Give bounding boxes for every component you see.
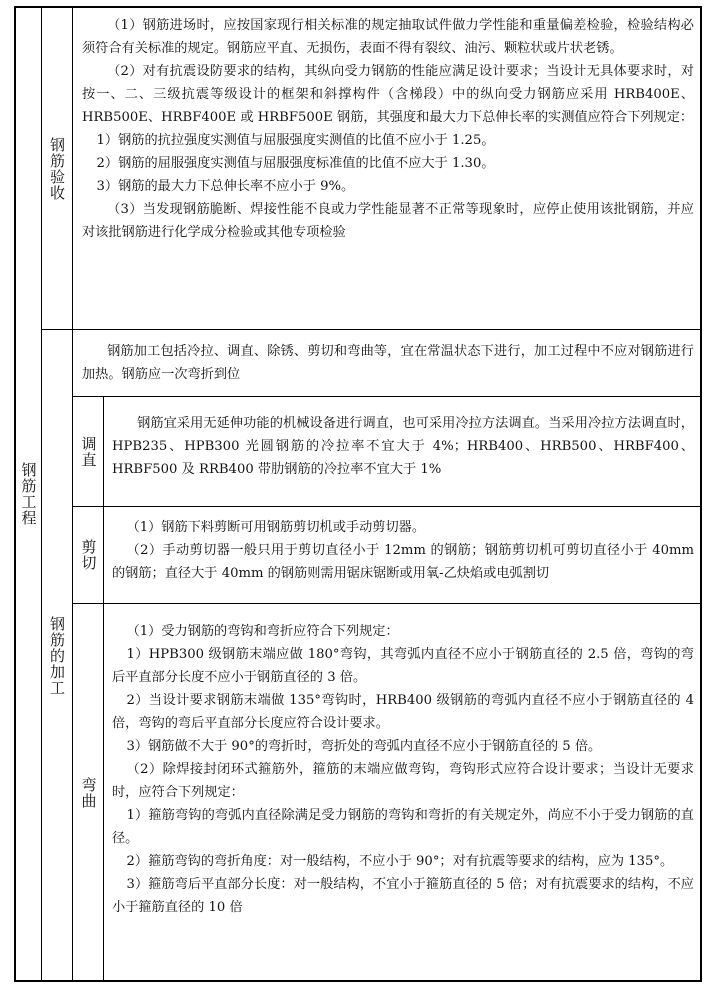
sub-col-divider	[103, 397, 104, 982]
acceptance-para-3: （3）当发现钢筋脆断、焊接性能不良或力学性能显著不正常等现象时，应停止使用该批钢筋，并应对该批钢筋进行化学成分检验或其他专项检验	[82, 202, 694, 240]
straighten-text: 钢筋宜采用无延伸功能的机械设备进行调直，也可采用冷拉方法调直。当采用冷拉方法调直时，HPB235、HPB300 光圆钢筋的冷拉率不宜大于 4%；HRB400、HRB500、HRBF400、HRBF500 及 RRB400 带肋钢筋的冷拉率不宜大于 1%	[112, 416, 694, 477]
cut-label	[74, 507, 103, 603]
acceptance-item-2: 2）钢筋的屈服强度实测值与屈服强度标准值的比值不应大于 1.30。	[96, 156, 495, 171]
acceptance-item-3: 3）钢筋的最大力下总伸长率不应小于 9%。	[96, 179, 355, 194]
straighten-label-text: 调直	[79, 435, 98, 468]
bend-para-2: （2）除焊接封闭环式箍筋外，箍筋的末端应做弯钩，弯钩形式应符合设计要求；当设计无要求时，应符合下列规定：	[112, 762, 694, 800]
bend-label	[74, 604, 103, 982]
straighten-content	[112, 412, 694, 481]
processing-label	[42, 330, 72, 982]
processing-label-text: 钢筋的加工	[48, 616, 66, 696]
acceptance-label-text: 钢筋验收	[48, 136, 66, 201]
processing-intro	[82, 340, 694, 386]
bend-item-2-1: 1）箍筋弯钩的弯弧内直径除满足受力钢筋的弯钩和弯折的有关规定外，尚应不小于受力钢筋的直径。	[112, 808, 694, 846]
processing-intro-text: 钢筋加工包括冷拉、调直、除锈、剪切和弯曲等，宜在常温状态下进行，加工过程中不应对钢筋进行加热。钢筋应一次弯折到位	[82, 344, 694, 382]
bend-item-2-3: 3）箍筋弯后平直部分长度：对一般结构，不宜小于箍筋直径的 5 倍；对有抗震要求的结构，不应小于箍筋直径的 10 倍	[112, 877, 694, 915]
bend-item-1-3: 3）钢筋做不大于 90°的弯折时，弯折处的弯弧内直径不应小于钢筋直径的 5 倍。	[126, 739, 602, 754]
cut-label-text: 剪切	[79, 539, 98, 571]
cut-para-1: （1）钢筋下料剪断可用钢筋剪切机或手动剪切器。	[126, 520, 426, 535]
acceptance-label	[42, 8, 72, 329]
row-divider-acceptance	[41, 329, 702, 330]
acceptance-para-2: （2）对有抗震设防要求的结构，其纵向受力钢筋的性能应满足设计要求；当设计无具体要求时，对按一、二、三级抗震等级设计的框架和斜撑构件（含梯段）中的纵向受力钢筋应采用 HRB400E、HRB500E、HRBF400E 或 HRBF500E 钢筋，其强度和最大力下总伸长率的实测值应符合下列规定：	[82, 64, 694, 125]
cut-content	[112, 516, 694, 585]
acceptance-para-1: （1）钢筋进场时，应按国家现行相关标准的规定抽取试件做力学性能和重量偏差检验，检验结构必须符合有关标准的规定。钢筋应平直、无损伤，表面不得有裂纹、油污、颗粒状或片状老锈。	[82, 18, 694, 56]
col-divider-2	[72, 6, 73, 982]
row-divider-intro	[72, 396, 702, 397]
bend-item-2-2: 2）箍筋弯钩的弯折角度：对一般结构，不应小于 90°；对有抗震等要求的结构，应为 135°。	[126, 854, 674, 869]
acceptance-content	[82, 14, 694, 244]
bend-item-1-1: 1）HPB300 级钢筋末端应做 180°弯钩，其弯弧内直径不应小于钢筋直径的 2.5 倍，弯钩的弯后平直部分长度不应小于钢筋直径的 3 倍。	[112, 647, 694, 685]
straighten-label	[74, 397, 103, 506]
bend-content	[112, 620, 694, 919]
bend-item-1-2: 2）当设计要求钢筋末端做 135°弯钩时，HRB400 级钢筋的弯弧内直径不应小于钢筋直径的 4 倍，弯钩的弯后平直部分长度应符合设计要求。	[112, 693, 694, 731]
category-main-label	[16, 6, 41, 982]
row-divider-straighten	[72, 506, 702, 507]
row-divider-cut	[72, 603, 702, 604]
cut-para-2: （2）手动剪切器一般只用于剪切直径小于 12mm 的钢筋；钢筋剪切机可剪切直径小于 40mm 的钢筋；直径大于 40mm 的钢筋则需用锯床锯断或用氧-乙炔焰或电弧割切	[112, 543, 694, 581]
acceptance-item-1: 1）钢筋的抗拉强度实测值与屈服强度实测值的比值不应小于 1.25。	[96, 133, 495, 148]
category-main-text: 钢筋工程	[19, 462, 38, 526]
bend-para-1: （1）受力钢筋的弯钩和弯折应符合下列规定：	[126, 624, 399, 639]
bend-label-text: 弯曲	[79, 777, 98, 809]
